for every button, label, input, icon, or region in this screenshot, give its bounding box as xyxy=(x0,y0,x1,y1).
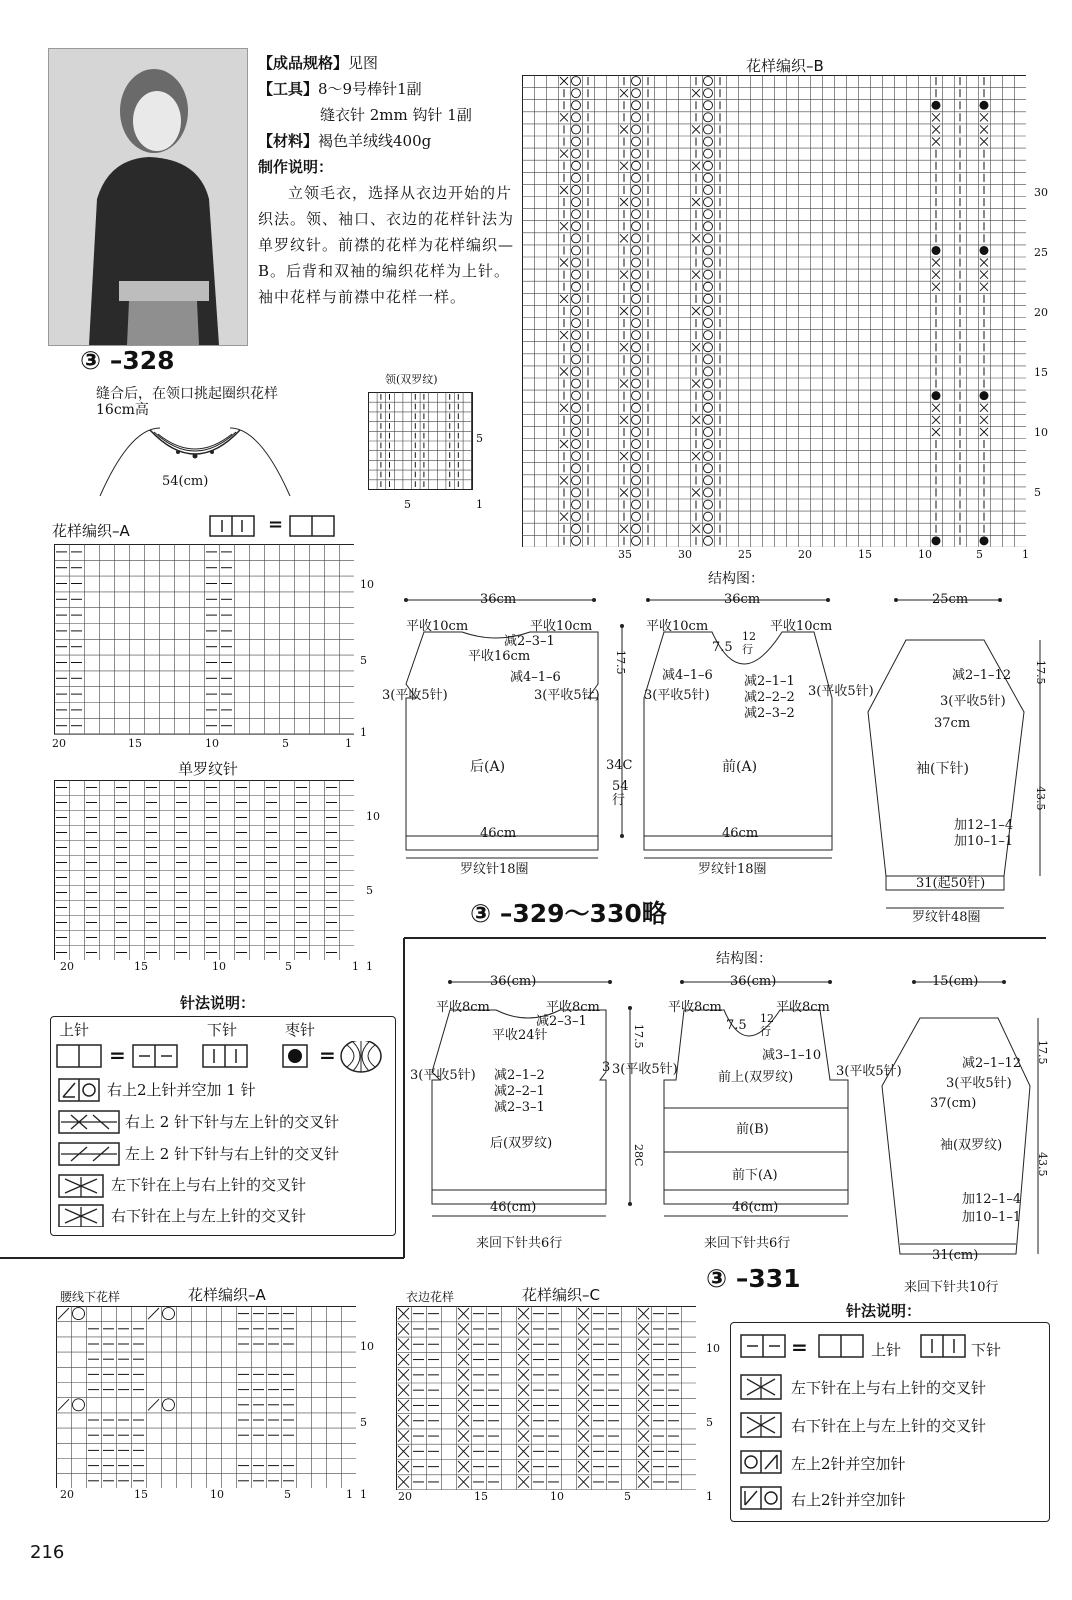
model-number-331: ③ –331 xyxy=(706,1264,801,1293)
s2-front-l3: 7.5 xyxy=(726,1018,747,1033)
legend2-r3: 左上2针并空加针 xyxy=(791,1455,906,1473)
s1-h2: 34C xyxy=(606,758,633,773)
legend1-title: 针法说明： xyxy=(180,994,256,1012)
s2-front-l1: 平收8cm xyxy=(668,1000,722,1015)
model-number-328: ③ –328 xyxy=(80,346,175,375)
s1-front-l6: 3(平收5针) xyxy=(644,688,710,703)
instructions-body: 立领毛衣，选择从衣边开始的片织法。领、袖口、衣边的花样针法为单罗纹针。前襟的花样为花样编织—B。后背和双袖的编织花样为上针。袖中花样与前襟中花样一样。 xyxy=(258,184,515,306)
s1-sleeve-h2: 43.5 xyxy=(1034,786,1047,811)
pattern-a-ytick-1: 1 xyxy=(360,726,367,739)
s1-front-rib: 罗纹针18圈 xyxy=(698,862,767,877)
pattern-b-xtick-35: 35 xyxy=(618,548,632,561)
s1-sleeve-l1: 减2–1–12 xyxy=(952,668,1012,683)
s1-h1: 17.5 xyxy=(614,650,627,675)
s2-h2: 28C xyxy=(632,1144,645,1167)
instructions-title: 制作说明： xyxy=(258,158,334,176)
s1-front-bottom: 46cm xyxy=(722,826,759,841)
tools-value-2: 缝衣针 2mm 钩针 1副 xyxy=(320,106,472,124)
s1-back-l3: 减2–3–1 xyxy=(504,634,555,649)
legend2-r4: 右上2针并空加针 xyxy=(791,1491,906,1509)
legend1-purl-label: 上针 xyxy=(59,1021,90,1039)
pattern-b-ytick-10: 10 xyxy=(1034,426,1048,439)
page-number: 216 xyxy=(30,1542,65,1563)
s1-back-l1: 平收10cm xyxy=(406,619,469,634)
s2-front-l2: 平收8cm xyxy=(776,1000,830,1015)
legend2-r2: 右下针在上与左上针的交叉针 xyxy=(791,1417,987,1435)
s2-back-label: 后(双罗纹) xyxy=(490,1136,553,1151)
spec-block xyxy=(258,50,520,310)
single-rib-ytick-5: 5 xyxy=(366,884,373,897)
legend2-box xyxy=(730,1322,1050,1522)
s2-sleeve-l2: 3(平收5针) xyxy=(946,1076,1012,1091)
pattern-c-ytick-1: 1 xyxy=(706,1490,713,1503)
neck-width: 54(cm) xyxy=(162,474,209,489)
single-rib-ytick-1: 1 xyxy=(366,960,373,973)
s2-back-bottom: 46(cm) xyxy=(490,1200,537,1215)
pattern-b-ytick-15: 15 xyxy=(1034,366,1048,379)
s2-sleeve-l5: 加10–1–1 xyxy=(962,1210,1022,1225)
spec-label: 【成品规格】 xyxy=(258,54,349,72)
single-rib-xtick-20: 20 xyxy=(60,960,74,973)
pattern-c-title: 花样编织–C xyxy=(522,1286,600,1304)
pattern-a-xtick-20: 20 xyxy=(52,737,66,750)
s1-sleeve-label: 袖(下针) xyxy=(916,761,969,777)
legend1-knit-label: 下针 xyxy=(207,1021,238,1039)
pattern-a2-xtick-15: 15 xyxy=(134,1488,148,1501)
single-rib-title: 单罗纹针 xyxy=(178,760,239,778)
s1-front-l10: 3(平收5针) xyxy=(808,684,874,699)
s2-front-l7: 3(平收5针) xyxy=(836,1064,902,1079)
s2-sleeve-l3: 37(cm) xyxy=(930,1096,977,1111)
pattern-b-xtick-5: 5 xyxy=(976,548,983,561)
s1-front-l9: 减2–3–2 xyxy=(744,706,795,721)
model-photo xyxy=(48,48,248,346)
pattern-a-xtick-5: 5 xyxy=(282,737,289,750)
s2-back-hem: 来回下针共6行 xyxy=(476,1236,563,1251)
struct1-title: 结构图： xyxy=(708,571,764,587)
s2-sleeve-l6: 31(cm) xyxy=(932,1248,979,1263)
section-divider xyxy=(0,1256,410,1260)
s1-front-l8: 减2–2–2 xyxy=(744,690,795,705)
s1-sleeve-l6: 31(起50针) xyxy=(916,876,986,891)
s2-front-l6: 3(平收5针) xyxy=(612,1062,678,1077)
legend1-r1: 右上2上针并空加 1 针 xyxy=(107,1081,256,1099)
s2-sleeve-width: 15(cm) xyxy=(932,974,979,989)
model-number-329-330: ③ –329～330略 xyxy=(470,899,667,928)
legend2-title: 针法说明： xyxy=(846,1302,922,1320)
single-rib-xtick-15: 15 xyxy=(134,960,148,973)
legend1-r4: 左下针在上与右上针的交叉针 xyxy=(111,1176,307,1194)
s2-back-l2: 平收8cm xyxy=(546,1000,600,1015)
s1-back-bottom: 46cm xyxy=(480,826,517,841)
s1-back-rib: 罗纹针18圈 xyxy=(460,862,529,877)
s2-front-bottom: 46(cm) xyxy=(732,1200,779,1215)
pattern-b-title: 花样编织–B xyxy=(746,57,824,75)
s1-front-l5: 减4–1–6 xyxy=(662,668,713,683)
pattern-a-title: 花样编织–A xyxy=(52,522,130,540)
legend1-box xyxy=(50,1016,396,1236)
struct2-title: 结构图： xyxy=(716,951,772,967)
collar-one-tick: 1 xyxy=(476,498,483,511)
pattern-a2-ytick-1: 1 xyxy=(360,1488,367,1501)
s1-front-l4: 12行 xyxy=(742,630,756,656)
pattern-a2-xtick-10: 10 xyxy=(210,1488,224,1501)
pattern-c-xtick-15: 15 xyxy=(474,1490,488,1503)
collar-y-tick: 5 xyxy=(476,432,483,445)
pattern-a2-chart xyxy=(56,1306,356,1488)
s1-sleeve-h1: 17.5 xyxy=(1034,660,1047,685)
legend1-eq-2: = xyxy=(319,1043,336,1067)
legend2-knit: 下针 xyxy=(971,1341,1002,1359)
s2-back-l5: 3(平收5针) xyxy=(410,1068,476,1083)
pattern-b-xtick-10: 10 xyxy=(918,548,932,561)
material-label: 【材料】 xyxy=(258,132,319,150)
s2-back-l8: 减2–3–1 xyxy=(494,1100,545,1115)
s1-back-l7: 3(平收5针) xyxy=(534,688,600,703)
s2-back-l9: 3 xyxy=(602,1060,611,1075)
s1-front-width: 36cm xyxy=(724,592,761,607)
s2-front-l4: 12行 xyxy=(760,1012,774,1038)
s2-front-width: 36(cm) xyxy=(730,974,777,989)
legend1-r5: 右下针在上与左上针的交叉针 xyxy=(111,1207,307,1225)
single-rib-xtick-10: 10 xyxy=(212,960,226,973)
s2-back-l6: 减2–1–2 xyxy=(494,1068,545,1083)
legend1-r2: 右上 2 针下针与左上针的交叉针 xyxy=(125,1113,340,1131)
legend1-symbols xyxy=(55,1041,395,1075)
tools-value: 8～9号棒针1副 xyxy=(318,80,422,98)
s1-sleeve-l4: 加12–1–4 xyxy=(954,818,1014,833)
pattern-b-chart xyxy=(522,75,1026,547)
single-rib-ytick-10: 10 xyxy=(366,810,380,823)
s1-front-label: 前(A) xyxy=(722,759,758,775)
legend2-purl: 上针 xyxy=(871,1341,902,1359)
collar-chart xyxy=(368,392,474,492)
pattern-c-ytick-10: 10 xyxy=(706,1342,720,1355)
s1-back-width: 36cm xyxy=(480,592,517,607)
s2-sleeve-l4: 加12–1–4 xyxy=(962,1192,1022,1207)
pattern-a-xtick-15: 15 xyxy=(128,737,142,750)
pattern-a2-ytick-5: 5 xyxy=(360,1416,367,1429)
pattern-a-xtick-1: 1 xyxy=(345,737,352,750)
legend1-bobble-label: 枣针 xyxy=(285,1021,316,1039)
s1-front-l2: 平收10cm xyxy=(770,619,833,634)
s1-sleeve-l5: 加10–1–1 xyxy=(954,834,1014,849)
s2-front-hem: 来回下针共6行 xyxy=(704,1236,791,1251)
pattern-a2-xtick-20: 20 xyxy=(60,1488,74,1501)
s1-front-l3: 7.5 xyxy=(712,640,733,655)
struct2-diagram xyxy=(420,968,1050,1268)
pattern-a-chart xyxy=(54,544,354,736)
s2-sleeve-l1: 减2–1–12 xyxy=(962,1056,1022,1071)
pattern-a2-xtick-1: 1 xyxy=(346,1488,353,1501)
pattern-c-chart xyxy=(396,1306,696,1490)
s2-back-l3: 减2–3–1 xyxy=(536,1014,587,1029)
pattern-c-side: 衣边花样 xyxy=(406,1290,455,1304)
tools-label: 【工具】 xyxy=(258,80,319,98)
pattern-c-xtick-20: 20 xyxy=(398,1490,412,1503)
pattern-a-xtick-10: 10 xyxy=(205,737,219,750)
s2-sleeve-h2: 43.5 xyxy=(1036,1152,1049,1177)
s2-front-down: 前下(A) xyxy=(732,1168,778,1183)
single-rib-xtick-1: 1 xyxy=(352,960,359,973)
neck-note: 缝合后，在领口挑起圈织花样16cm高 xyxy=(96,386,278,418)
pattern-c-xtick-5: 5 xyxy=(624,1490,631,1503)
pattern-a-eq: = xyxy=(268,514,284,535)
s2-back-l1: 平收8cm xyxy=(436,1000,490,1015)
s1-sleeve-rib: 罗纹针48圈 xyxy=(912,910,981,925)
s1-front-l7: 减2–1–1 xyxy=(744,674,795,689)
pattern-a-ytick-5: 5 xyxy=(360,654,367,667)
pattern-b-xtick-15: 15 xyxy=(858,548,872,561)
pattern-a2-ytick-10: 10 xyxy=(360,1340,374,1353)
legend2-eq: = xyxy=(791,1335,808,1359)
legend1-r3: 左上 2 针下针与右上针的交叉针 xyxy=(125,1145,340,1163)
pattern-a2-title: 花样编织–A xyxy=(188,1286,266,1304)
s2-sleeve-h1: 17.5 xyxy=(1036,1040,1049,1065)
pattern-b-xtick-30: 30 xyxy=(678,548,692,561)
s2-h1: 17.5 xyxy=(632,1024,645,1049)
s2-back-width: 36(cm) xyxy=(490,974,537,989)
s1-back-label: 后(A) xyxy=(470,759,506,775)
s2-front-l5: 减3–1–10 xyxy=(762,1048,822,1063)
s1-back-l4: 平收16cm xyxy=(468,649,531,664)
s1-back-l2: 平收10cm xyxy=(530,619,593,634)
s1-back-l5: 减4–1–6 xyxy=(510,670,561,685)
s2-back-l4: 平收24针 xyxy=(492,1028,548,1043)
s1-sleeve-width: 25cm xyxy=(932,592,969,607)
pattern-c-ytick-5: 5 xyxy=(706,1416,713,1429)
collar-x-tick: 5 xyxy=(404,498,411,511)
pattern-b-ytick-5: 5 xyxy=(1034,486,1041,499)
s1-sleeve-l2: 3(平收5针) xyxy=(940,694,1006,709)
pattern-c-xtick-10: 10 xyxy=(550,1490,564,1503)
pattern-b-xtick-25: 25 xyxy=(738,548,752,561)
pattern-b-xtick-20: 20 xyxy=(798,548,812,561)
material-value: 褐色羊绒线400g xyxy=(318,132,432,150)
pattern-b-ytick-25: 25 xyxy=(1034,246,1048,259)
pattern-a-ytick-10: 10 xyxy=(360,578,374,591)
s1-back-l6: 3(平收5针) xyxy=(382,688,448,703)
single-rib-chart xyxy=(54,780,354,960)
s1-front-l1: 平收10cm xyxy=(646,619,709,634)
pattern-a2-side: 腰线下花样 xyxy=(60,1290,121,1304)
s1-sleeve-l3: 37cm xyxy=(934,716,971,731)
pattern-b-xtick-1: 1 xyxy=(1022,548,1029,561)
s2-front-b: 前(B) xyxy=(736,1122,769,1137)
s2-sleeve-hem: 来回下针共10行 xyxy=(904,1280,999,1295)
collar-title: 领(双罗纹) xyxy=(385,373,438,386)
pattern-b-ytick-20: 20 xyxy=(1034,306,1048,319)
pattern-b-ytick-30: 30 xyxy=(1034,186,1048,199)
spec-value: 见图 xyxy=(348,54,379,72)
legend1-eq-1: = xyxy=(109,1043,126,1067)
s2-front-up: 前上(双罗纹) xyxy=(718,1070,794,1085)
s1-h3: 54行 xyxy=(612,779,629,808)
pattern-a2-xtick-5: 5 xyxy=(284,1488,291,1501)
single-rib-xtick-5: 5 xyxy=(285,960,292,973)
s2-back-l7: 减2–2–1 xyxy=(494,1084,545,1099)
legend2-r1: 左下针在上与右上针的交叉针 xyxy=(791,1379,987,1397)
s2-sleeve-label: 袖(双罗纹) xyxy=(940,1138,1003,1153)
